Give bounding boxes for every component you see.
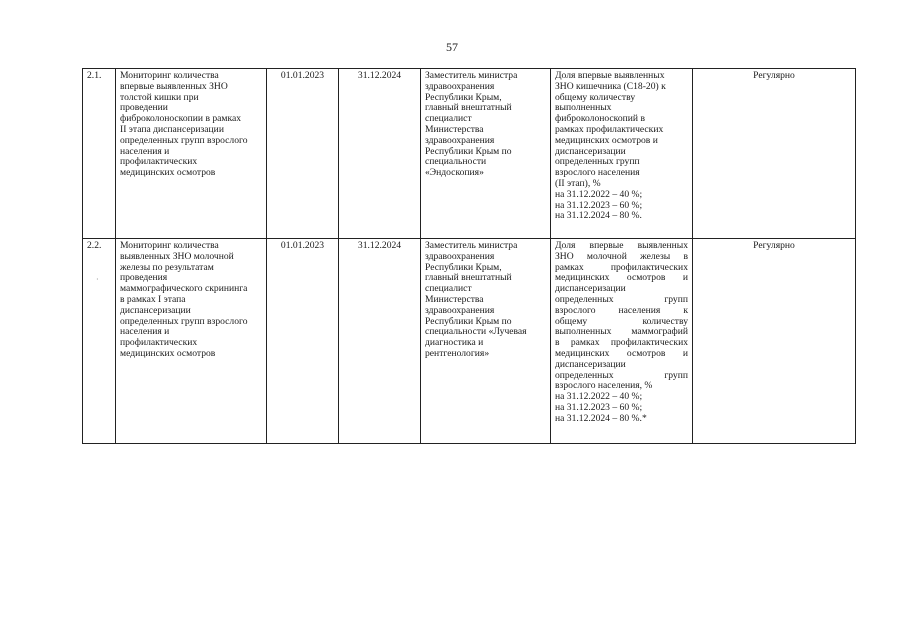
text-line: маммографического скрининга bbox=[120, 283, 248, 295]
text-line: определенных групп bbox=[555, 293, 688, 305]
text-line: определенных групп bbox=[555, 156, 640, 168]
text-line: Республики Крым, bbox=[425, 261, 502, 273]
text-line: населения и bbox=[120, 145, 170, 157]
text-line: Доля впервые выявленных bbox=[555, 240, 688, 251]
text-line: Республики Крым, bbox=[425, 91, 502, 103]
text-line: медицинских осмотров и bbox=[555, 272, 688, 284]
text-line: взрослого населения к bbox=[555, 304, 688, 316]
text-line: Мониторинг количества bbox=[120, 70, 219, 81]
table-row bbox=[83, 239, 856, 444]
activity-name bbox=[116, 239, 267, 444]
text-line: Заместитель министра bbox=[425, 240, 518, 251]
indicator bbox=[551, 239, 693, 444]
text-line: населения и bbox=[120, 326, 170, 338]
text-line: специалист bbox=[425, 283, 472, 295]
text-line: здравоохранения bbox=[425, 80, 495, 92]
text-line: специальности bbox=[425, 156, 487, 168]
text-line: на 31.12.2022 – 40 %; bbox=[555, 391, 643, 403]
text-line: выявленных ЗНО молочной bbox=[120, 250, 234, 262]
text-line: (II этап), % bbox=[555, 177, 601, 189]
text-line: главный внештатный bbox=[425, 102, 512, 114]
text-line: «Эндоскопия» bbox=[425, 167, 484, 179]
text-line: общему количеству bbox=[555, 315, 688, 327]
text-line: определенных групп взрослого bbox=[120, 134, 248, 146]
end-date: 31.12.2024 bbox=[339, 69, 421, 239]
table-row bbox=[83, 69, 856, 239]
text-line: Республики Крым по bbox=[425, 315, 512, 327]
text-line: медицинских осмотров bbox=[120, 347, 216, 359]
text-line: на 31.12.2024 – 80 %. bbox=[555, 210, 642, 222]
text-line: медицинских осмотров bbox=[120, 167, 216, 179]
page-number: 57 bbox=[446, 40, 458, 54]
text-line: определенных групп взрослого bbox=[120, 315, 248, 327]
text-line: взрослого населения, % bbox=[555, 380, 653, 392]
text-line: Мониторинг количества bbox=[120, 240, 219, 251]
periodicity: Регулярно bbox=[693, 69, 856, 239]
activity-name bbox=[116, 69, 267, 239]
text-line: диспансеризации bbox=[555, 283, 626, 295]
text-line: железы по результатам bbox=[120, 261, 214, 273]
text-line: рентгенология» bbox=[425, 347, 490, 359]
text-line: диагностика и bbox=[425, 337, 484, 349]
text-line: взрослого населения bbox=[555, 167, 640, 179]
text-line: профилактических bbox=[120, 337, 198, 349]
text-line: Доля впервые выявленных bbox=[555, 70, 665, 81]
text-line: здравоохранения bbox=[425, 304, 495, 316]
text-line: Заместитель министра bbox=[425, 70, 518, 81]
text-line: фиброколоноскопий в bbox=[555, 113, 645, 125]
text-line: в рамках I этапа bbox=[120, 293, 186, 305]
text-line: диспансеризации bbox=[555, 145, 626, 157]
text-line: специалист bbox=[425, 113, 472, 125]
text-line: Министерства bbox=[425, 293, 484, 305]
activities-table bbox=[82, 68, 856, 444]
responsible bbox=[421, 239, 551, 444]
text-line: специальности «Лучевая bbox=[425, 326, 527, 338]
text-line: на 31.12.2024 – 80 %.* bbox=[555, 412, 647, 424]
text-line: выполненных bbox=[555, 102, 612, 114]
responsible bbox=[421, 69, 551, 239]
text-line: на 31.12.2023 – 60 %; bbox=[555, 199, 643, 211]
text-line: диспансеризации bbox=[120, 304, 191, 316]
text-line: толстой кишки при bbox=[120, 91, 199, 103]
text-line: в рамках профилактических bbox=[555, 337, 688, 349]
text-line: общему количеству bbox=[555, 91, 636, 103]
text-line: здравоохранения bbox=[425, 134, 495, 146]
text-line: выполненных маммографий bbox=[555, 326, 688, 338]
text-line: профилактических bbox=[120, 156, 198, 168]
text-line: медицинских осмотров и bbox=[555, 347, 688, 359]
text-line: на 31.12.2023 – 60 %; bbox=[555, 401, 643, 413]
text-line: диспансеризации bbox=[555, 358, 626, 370]
periodicity: Регулярно bbox=[693, 239, 856, 444]
text-line: рамках профилактических bbox=[555, 123, 664, 135]
text-line: впервые выявленных ЗНО bbox=[120, 80, 228, 92]
start-date: 01.01.2023 bbox=[267, 69, 339, 239]
start-date: 01.01.2023 bbox=[267, 239, 339, 444]
text-line: ЗНО молочной железы в bbox=[555, 250, 688, 262]
text-line: фиброколоноскопии в рамках bbox=[120, 113, 242, 125]
text-line: Республики Крым по bbox=[425, 145, 512, 157]
text-line: здравоохранения bbox=[425, 250, 495, 262]
text-line: главный внештатный bbox=[425, 272, 512, 284]
text-line: на 31.12.2022 – 40 %; bbox=[555, 188, 643, 200]
end-date: 31.12.2024 bbox=[339, 239, 421, 444]
text-line: проведения bbox=[120, 272, 168, 284]
scan-artifact: · bbox=[96, 275, 99, 284]
text-line: медицинских осмотров и bbox=[555, 134, 658, 146]
text-line: определенных групп bbox=[555, 369, 688, 381]
text-line: II этапа диспансеризации bbox=[120, 123, 224, 135]
indicator bbox=[551, 69, 693, 239]
row-number: 2.1. bbox=[83, 69, 116, 239]
text-line: Министерства bbox=[425, 123, 484, 135]
text-line: рамках профилактических bbox=[555, 261, 688, 273]
text-line: ЗНО кишечника (С18-20) к bbox=[555, 80, 666, 92]
row-number: 2.2. bbox=[83, 239, 116, 444]
text-line: проведении bbox=[120, 102, 168, 114]
